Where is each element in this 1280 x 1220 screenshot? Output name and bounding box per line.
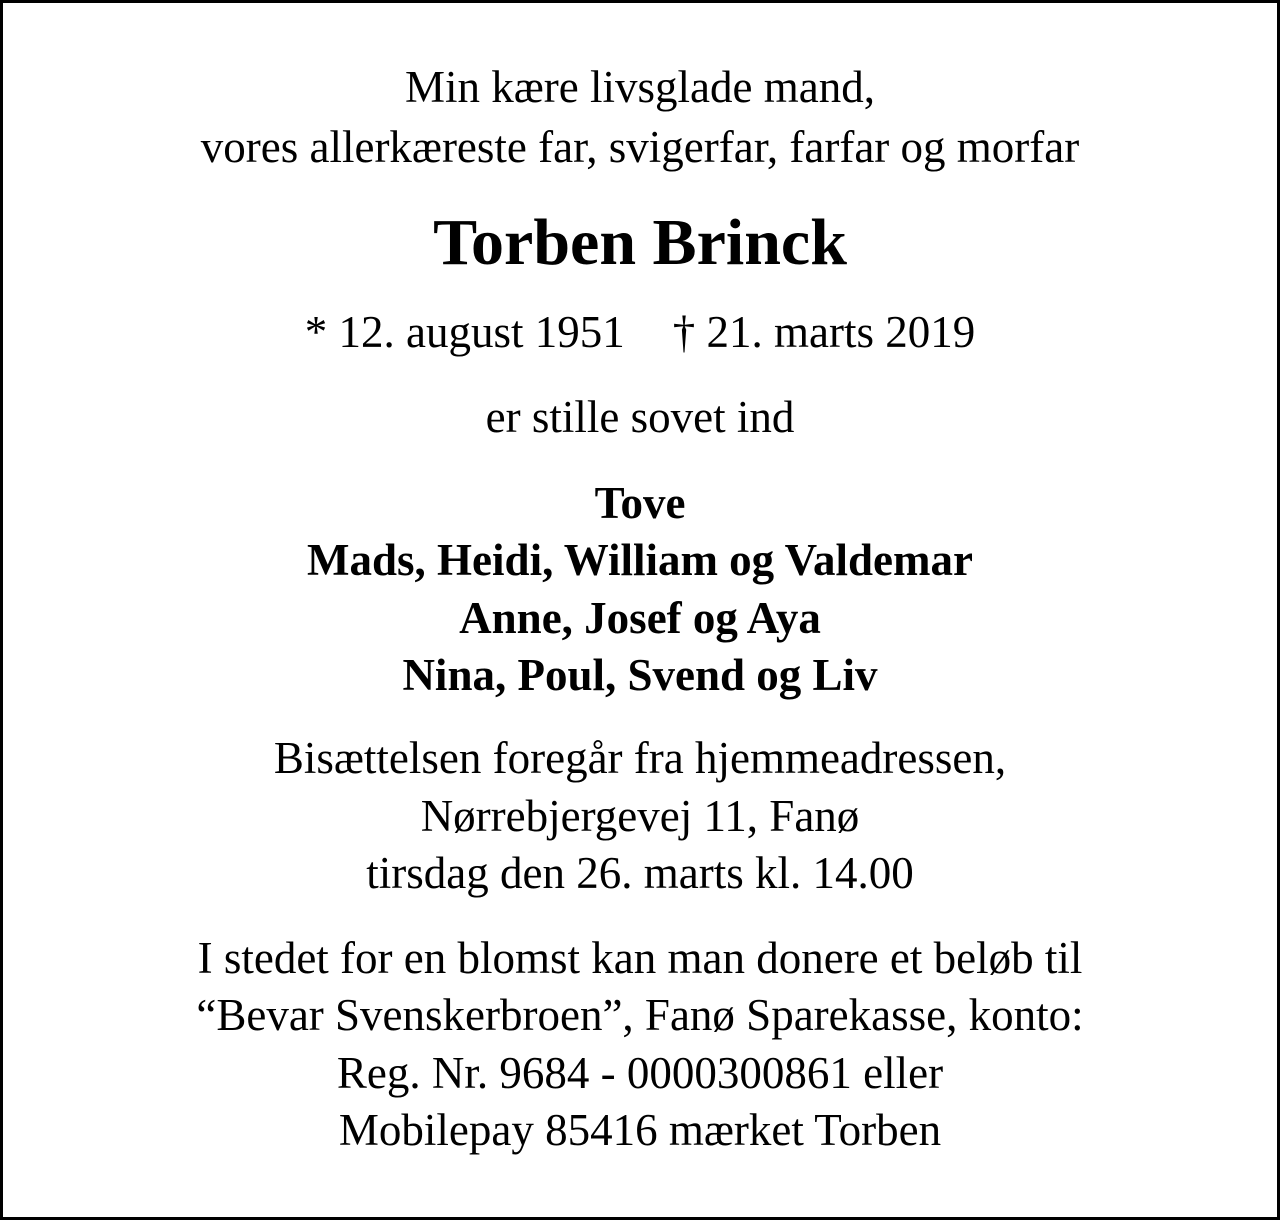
funeral-line: Bisættelsen foregår fra hjemmeadressen, <box>273 733 1007 783</box>
intro-line: Min kære livsglade mand, <box>405 62 875 112</box>
family-line: Anne, Josef og Aya <box>459 593 821 643</box>
death-cross-icon: † <box>672 307 696 357</box>
life-dates <box>3 307 1277 357</box>
passing-text: er stille sovet ind <box>485 392 795 442</box>
funeral-line: Nørrebjergevej 11, Fanø <box>420 791 860 841</box>
donation-line: Mobilepay 85416 mærket Torben <box>338 1105 942 1155</box>
birth-date: 12. august 1951 <box>338 307 625 357</box>
family-line: Tove <box>594 478 686 528</box>
deceased-name: Torben Brinck <box>433 206 847 279</box>
intro-line: vores allerkæreste far, svigerfar, farfar og morfar <box>200 122 1080 172</box>
family-line: Nina, Poul, Svend og Liv <box>402 650 878 700</box>
donation-line: Reg. Nr. 9684 - 0000300861 eller <box>336 1048 944 1098</box>
birth-symbol: * <box>304 307 328 357</box>
death-date: 21. marts 2019 <box>706 307 976 357</box>
family-line: Mads, Heidi, William og Valdemar <box>307 535 973 585</box>
funeral-line: tirsdag den 26. marts kl. 14.00 <box>366 848 914 898</box>
donation-line: I stedet for en blomst kan man donere et beløb til <box>197 933 1083 983</box>
donation-line: “Bevar Svenskerbroen”, Fanø Sparekasse, konto: <box>196 990 1084 1040</box>
